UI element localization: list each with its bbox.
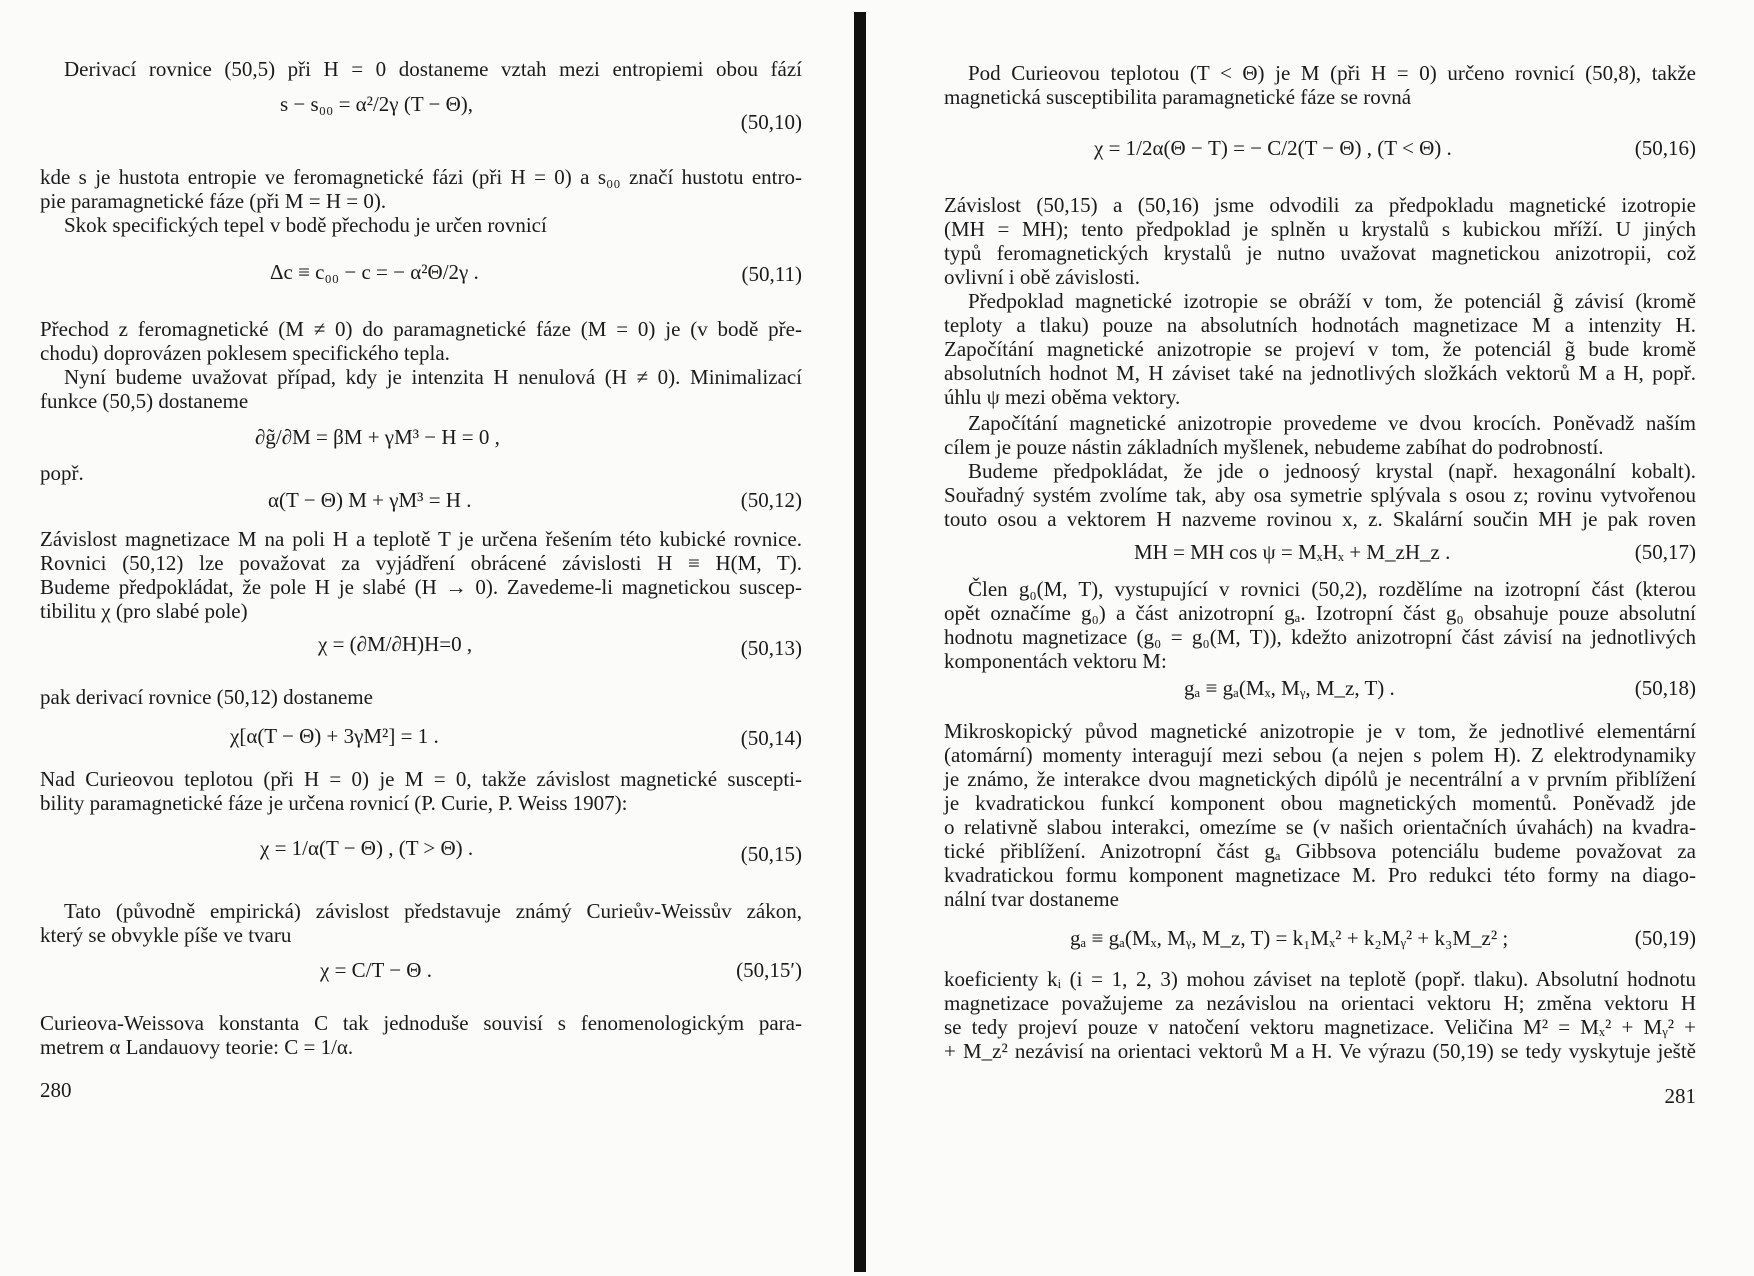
text-line: Budeme předpokládat, že jde o jednoosý krystal (např. hexagonální kobalt).	[968, 459, 1696, 483]
text-line: ovlivní i obě závislosti.	[944, 265, 1140, 289]
text-line: Člen g₀(M, T), vystupující v rovnici (50,2), rozdělíme na izotropní část (kterou	[968, 577, 1696, 601]
book-spine	[854, 12, 866, 1272]
equation-50-16: χ = 1/2α(Θ − T) = − C/2(T − Θ) , (T < Θ) .	[1094, 136, 1452, 160]
text-line: hodnotu magnetizace (g₀ = g₀(M, T)), kdežto anizotropní část závisí na jednotlivých	[944, 625, 1696, 649]
text-line: magnetická susceptibilita paramagnetické fáze se rovná	[944, 85, 1412, 109]
text-line: je kvadratickou funkcí komponent obou magnetických momentů. Poněvadž jde	[944, 791, 1696, 815]
equation-50-15-prime: χ = C/T − Θ .	[320, 958, 432, 982]
equation-50-15: χ = 1/α(T − Θ) , (T > Θ) .	[260, 836, 474, 860]
left-page	[40, 0, 802, 1276]
text-line: cílem je pouze nástin základních myšlenek, nebudeme zabíhat do podrobností.	[944, 435, 1604, 459]
equation-50-18: gₐ ≡ gₐ(Mₓ, Mᵧ, M_z, T) .	[1184, 676, 1395, 700]
text-line: který se obvykle píše ve tvaru	[40, 923, 292, 947]
text-line: funkce (50,5) dostaneme	[40, 389, 249, 413]
equation-number: (50,12)	[740, 488, 802, 512]
equation-number: (50,13)	[740, 636, 802, 660]
text-line: popř.	[40, 461, 84, 485]
text-line: Souřadný systém zvolíme tak, aby osa symetrie splývala s osou z; rovinu vytvořenou	[944, 483, 1696, 507]
text-line: opět označíme g₀) a část anizotropní gₐ. Izotropní část g₀ obsahuje pouze absolutní	[944, 601, 1696, 625]
equation-number: (50,15)	[740, 842, 802, 866]
text-line: Budeme předpokládat, že pole H je slabé (H → 0). Zavedeme-li magnetickou suscep-	[40, 575, 802, 599]
text-line: o relativně slabou interakci, omezíme se (v našich orientačních úvahách) na kvadra-	[944, 815, 1696, 839]
equation-number: (50,10)	[740, 110, 802, 134]
equation-50-10: s − s₀₀ = α²/2γ (T − Θ),	[280, 92, 474, 116]
text-line: Přechod z feromagnetické (M ≠ 0) do paramagnetické fáze (M = 0) je (v bodě pře-	[40, 317, 802, 341]
text-line: Započítání magnetické anizotropie provedeme ve dvou krocích. Poněvadž naším	[968, 411, 1696, 435]
equation-50-14: χ[α(T − Θ) + 3γM²] = 1 .	[230, 724, 439, 748]
equation-number: (50,17)	[1634, 540, 1696, 564]
text-line: Započítání magnetické anizotropie se projeví v tom, že potenciál g̃ bude kromě	[944, 337, 1696, 361]
text-line: úhlu ψ mezi oběma vektory.	[944, 385, 1181, 409]
text-line: kvadratickou formu komponent magnetizace M. Pro redukci této formy na diago-	[944, 863, 1696, 887]
text-line: Skok specifických tepel v bodě přechodu je určen rovnicí	[64, 213, 547, 237]
text-line: Derivací rovnice (50,5) při H = 0 dostaneme vztah mezi entropiemi obou fází	[64, 57, 802, 81]
page-number: 280	[40, 1078, 72, 1102]
text-line: se tedy projeví pouze v natočení vektoru magnetizace. Veličina M² = Mₓ² + Mᵧ² +	[944, 1015, 1696, 1039]
text-line: pak derivací rovnice (50,12) dostaneme	[40, 685, 373, 709]
text-line: tibilitu χ (pro slabé pole)	[40, 599, 248, 623]
text-line: Závislost magnetizace M na poli H a teplotě T je určena řešením této kubické rovnice.	[40, 527, 802, 551]
text-line: Rovnici (50,12) lze považovat za vyjádření obrácené závislosti H ≡ H(M, T).	[40, 551, 802, 575]
text-line: Závislost (50,15) a (50,16) jsme odvodili za předpokladu magnetické izotropie	[944, 193, 1696, 217]
text-line: Pod Curieovou teplotou (T < Θ) je M (při H = 0) určeno rovnicí (50,8), takže	[968, 61, 1696, 85]
text-line: metrem α Landauovy teorie: C = 1/α.	[40, 1035, 354, 1059]
equation-number: (50,19)	[1634, 926, 1696, 950]
equation-derivative: ∂g̃/∂M = βM + γM³ − H = 0 ,	[255, 425, 500, 449]
equation-number: (50,18)	[1634, 676, 1696, 700]
text-line: Nyní budeme uvažovat případ, kdy je intenzita H nenulová (H ≠ 0). Minimalizací	[64, 365, 802, 389]
text-line: tické přiblížení. Anizotropní část gₐ Gibbsova potenciálu budeme považovat za	[944, 839, 1696, 863]
text-line: (MH = MH); tento předpoklad je splněn u krystalů s kubickou mříží. U jiných	[944, 217, 1696, 241]
text-line: magnetizace považujeme za nezávislou na orientaci vektoru H; změna vektoru H	[944, 991, 1696, 1015]
text-line: absolutních hodnot M, H záviset také na jednotlivých složkách vektorů M a H, popř.	[944, 361, 1696, 385]
equation-number: (50,11)	[741, 262, 802, 286]
text-line: teploty a tlaku) pouze na absolutních hodnotách magnetizace M a intenzity H.	[944, 313, 1696, 337]
text-line: + M_z² nezávisí na orientaci vektorů M a H. Ve výrazu (50,19) se tedy vyskytuje ještě	[944, 1039, 1696, 1063]
text-line: koeficienty kᵢ (i = 1, 2, 3) mohou záviset na teplotě (popř. tlaku). Absolutní hodnotu	[944, 967, 1696, 991]
text-line: kde s je hustota entropie ve feromagnetické fázi (při H = 0) a s₀₀ značí hustotu entro-	[40, 165, 802, 189]
equation-50-19: gₐ ≡ gₐ(Mₓ, Mᵧ, M_z, T) = k₁Mₓ² + k₂Mᵧ² + k₃M_z² ;	[1070, 926, 1509, 950]
text-line: je známo, že interakce dvou magnetických dipólů je necentrální a v prvním přiblížení	[944, 767, 1696, 791]
text-line: nální tvar dostaneme	[944, 887, 1119, 911]
equation-50-12: α(T − Θ) M + γM³ = H .	[268, 488, 472, 512]
text-line: komponentách vektoru M:	[944, 649, 1167, 673]
equation-50-17: MH = MH cos ψ = MₓHₓ + M_zH_z .	[1134, 540, 1451, 564]
text-line: touto osou a vektorem H nazveme rovinou x, z. Skalární součin MH je pak roven	[944, 507, 1696, 531]
text-line: pie paramagnetické fáze (při M = H = 0).	[40, 189, 387, 213]
text-line: typů feromagnetických krystalů je nutno uvažovat magnetickou anizotropii, což	[944, 241, 1696, 265]
equation-number: (50,14)	[740, 726, 802, 750]
text-line: bility paramagnetické fáze je určena rovnicí (P. Curie, P. Weiss 1907):	[40, 791, 628, 815]
equation-50-13: χ = (∂M/∂H)H=0 ,	[318, 632, 473, 656]
text-line: chodu) doprovázen poklesem specifického tepla.	[40, 341, 450, 365]
equation-50-11: Δc ≡ c₀₀ − c = − α²Θ/2γ .	[270, 260, 479, 284]
right-page	[944, 0, 1696, 1276]
equation-number: (50,15′)	[736, 958, 802, 982]
text-line: (atomární) momenty interagují mezi sebou (a nejen s polem H). Z elektrodynamiky	[944, 743, 1696, 767]
page-number: 281	[1664, 1084, 1696, 1108]
text-line: Tato (původně empirická) závislost představuje známý Curieův-Weissův zákon,	[64, 899, 802, 923]
text-line: Curieova-Weissova konstanta C tak jednoduše souvisí s fenomenologickým para-	[40, 1011, 802, 1035]
text-line: Předpoklad magnetické izotropie se obráží v tom, že potenciál g̃ závisí (kromě	[968, 289, 1696, 313]
text-line: Nad Curieovou teplotou (při H = 0) je M = 0, takže závislost magnetické suscepti-	[40, 767, 802, 791]
equation-number: (50,16)	[1634, 136, 1696, 160]
text-line: Mikroskopický původ magnetické anizotropie je v tom, že jednotlivé elementární	[944, 719, 1696, 743]
